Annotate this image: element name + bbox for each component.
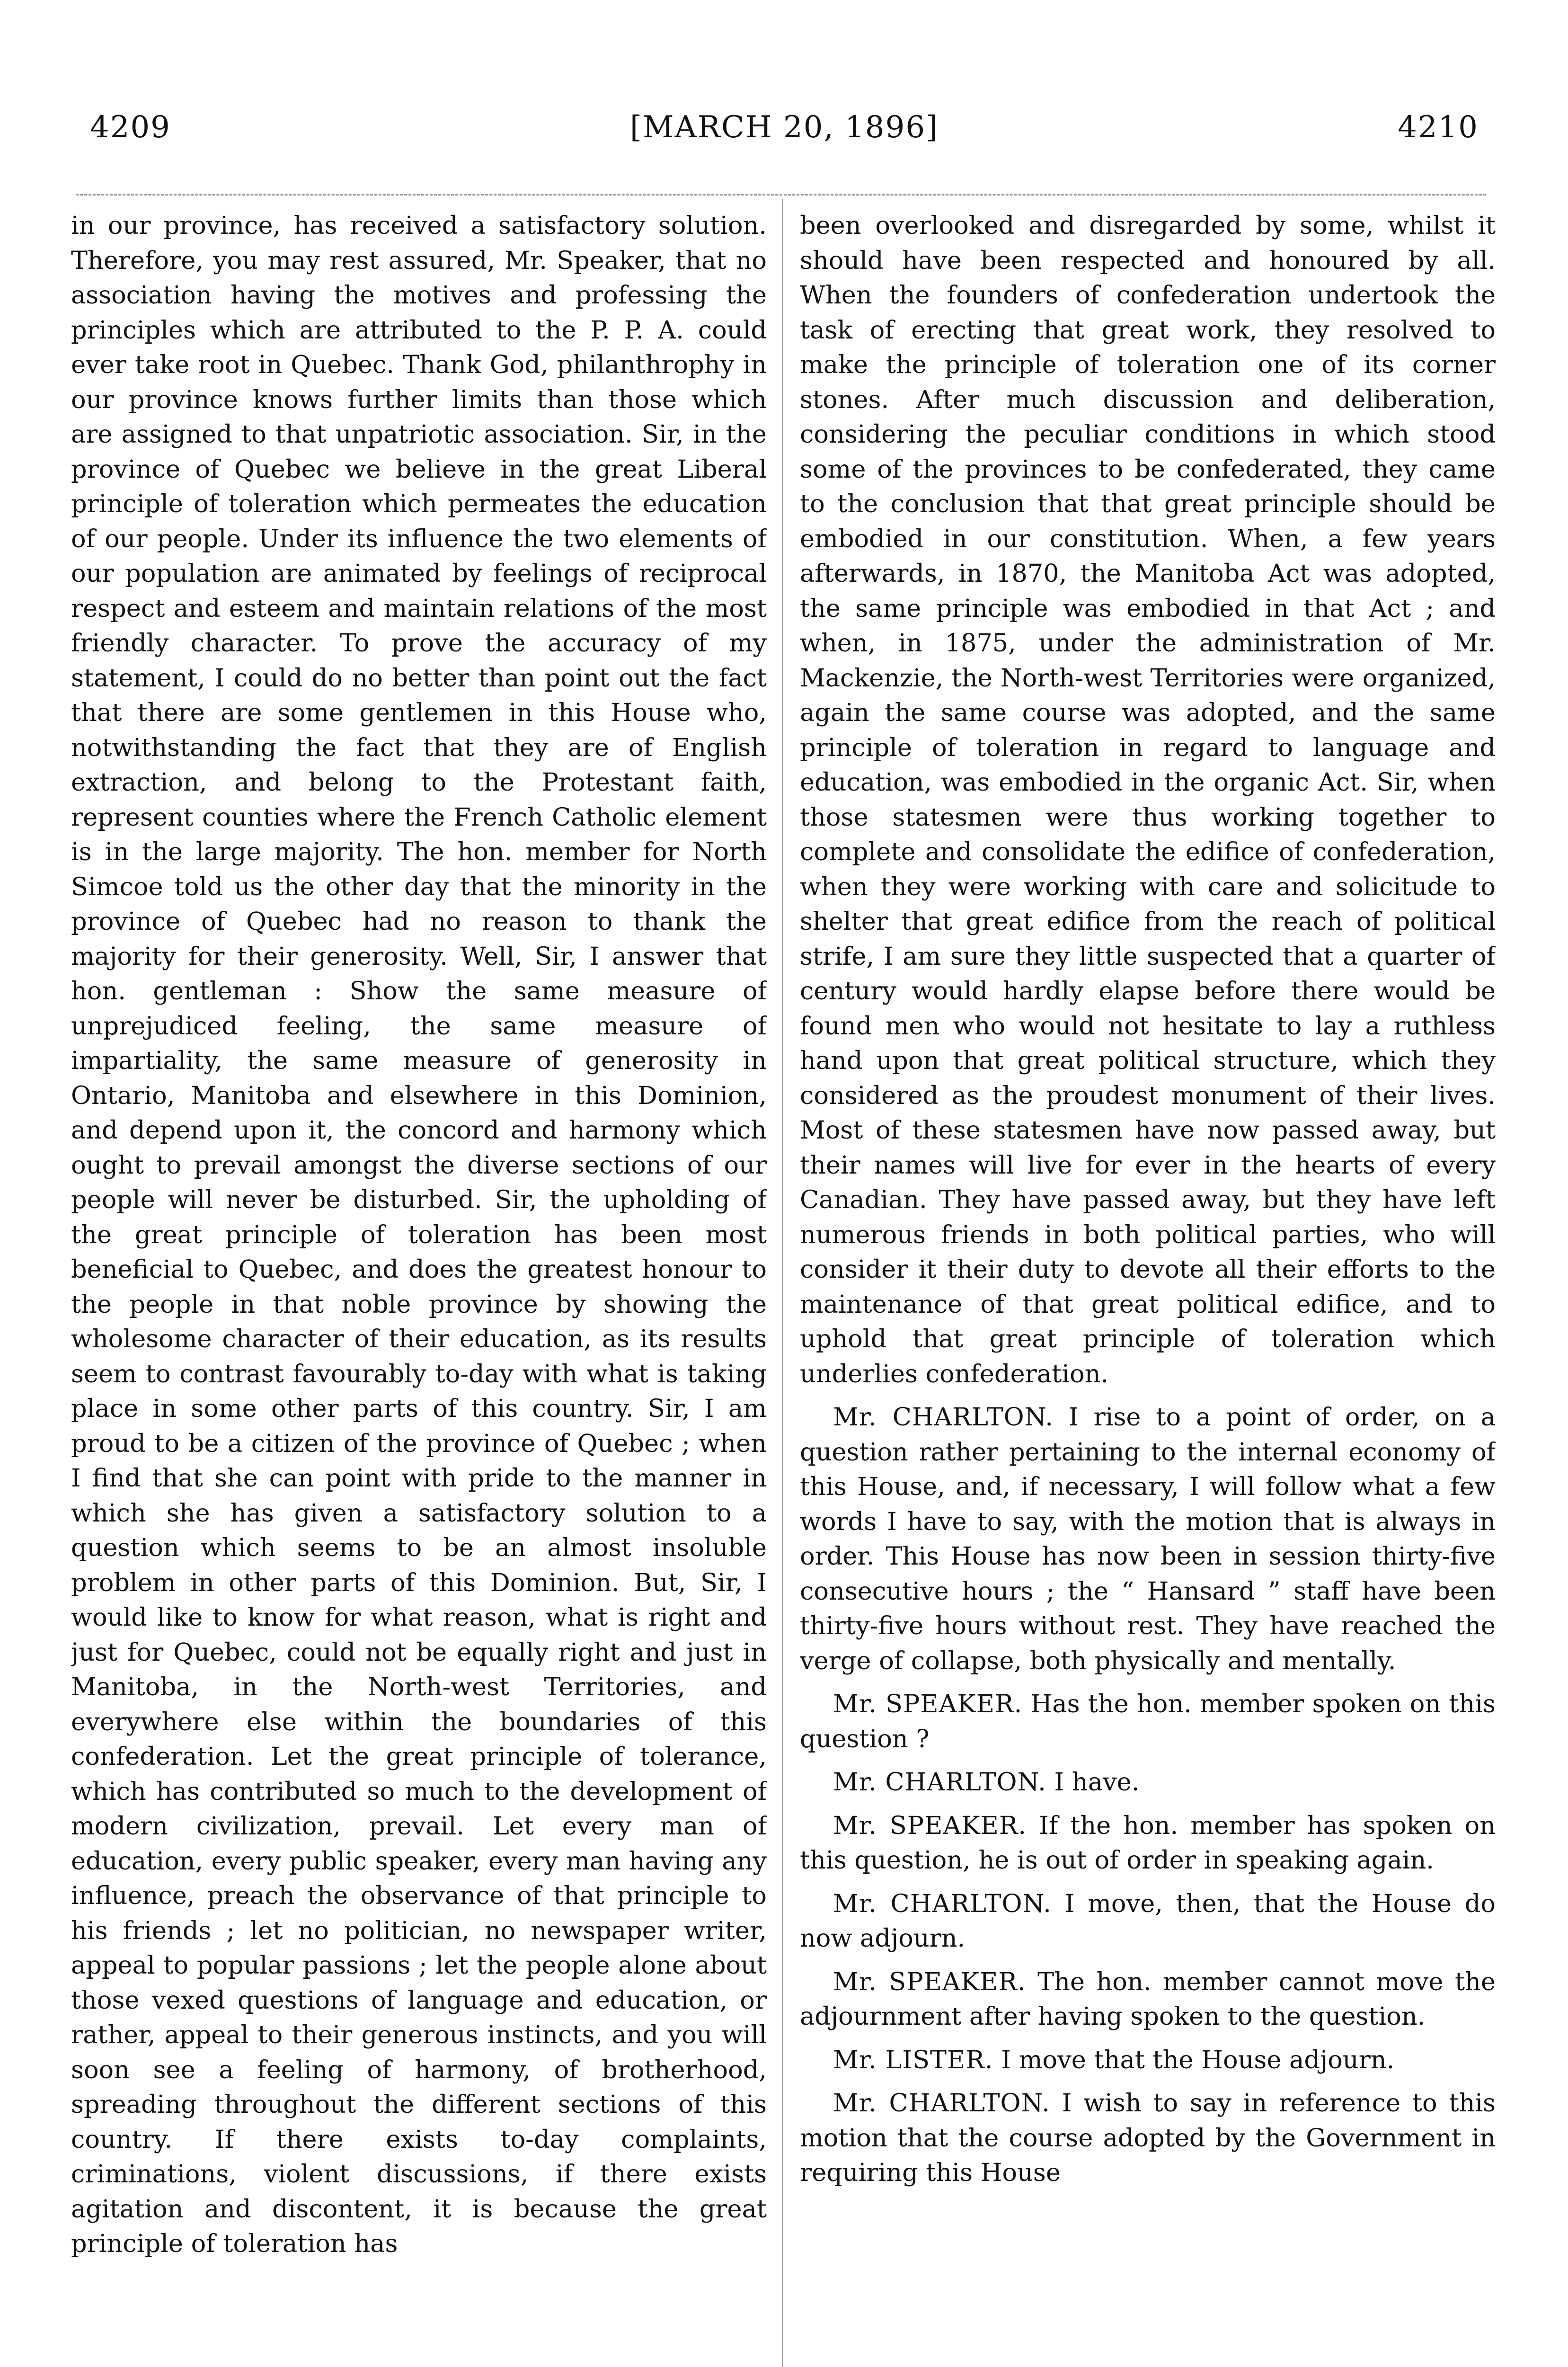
right-column <box>800 208 1496 2367</box>
speaker-name: Mr. CHARLTON. <box>833 1768 1046 1797</box>
page-number-right: 4210 <box>1398 110 1479 145</box>
speech-text: I have. <box>1054 1768 1140 1797</box>
speech-text: The hon. member cannot move the adjournment after having spoken to the question. <box>800 1967 1496 2031</box>
speech-paragraph <box>800 1687 1496 1756</box>
speech-paragraph <box>800 1400 1496 1678</box>
speech-paragraph <box>800 1886 1496 1956</box>
speaker-name: Mr. SPEAKER. <box>833 1811 1027 1840</box>
column-divider <box>782 199 783 2367</box>
speech-text: I wish to say in reference to this motion that the course adopted by the Government in requiring this House <box>800 2089 1496 2187</box>
page-header <box>90 110 1479 162</box>
speech-text: I rise to a point of order, on a question rather pertaining to the internal economy of this House, and, if necessary, I will follow what a few words I have to say, with the motion that is always in order. This House has now been in session thirty-five consecutive hours ; the “ Hansard ” staff have been thirty-five hours without rest. They have reached the verge of collapse, both physically and mentally. <box>800 1403 1496 1675</box>
speaker-name: Mr. CHARLTON. <box>833 2089 1050 2118</box>
page-date: [MARCH 20, 1896] <box>630 110 939 145</box>
paragraph: in our province, has received a satisfactory solution. Therefore, you may rest assured, Mr. Speaker, that no association having the motives and professing the principles which are attributed to the P. P. A. could ever take root in Quebec. Thank God, philanthrophy in our province knows further limits than those which are assigned to that unpatriotic association. Sir, in the province of Quebec we believe in the great Liberal principle of toleration which permeates the education of our people. Under its influence the two elements of our population are animated by feelings of reciprocal respect and esteem and maintain relations of the most friendly character. To prove the accuracy of my statement, I could do no better than point out the fact that there are some gentlemen in this House who, notwithstanding the fact that they are of English extraction, and belong to the Protestant faith, represent counties where the French Catholic element is in the large majority. The hon. member for North Simcoe told us the other day that the minority in the province of Quebec had no reason to thank the majority for their generosity. Well, Sir, I answer that hon. gentleman : Show the same measure of unprejudiced feeling, the same measure of impartiality, the same measure of generosity in Ontario, Manitoba and elsewhere in this Dominion, and depend upon it, the concord and harmony which ought to prevail amongst the diverse sections of our people will never be disturbed. Sir, the upholding of the great principle of toleration has been most beneficial to Quebec, and does the greatest honour to the people in that noble province by showing the wholesome character of their education, as its results seem to contrast favourably to-day with what is taking place in some other parts of this country. Sir, I am proud to be a citizen of the province of Quebec ; when I find that she can point with pride to the manner in which she has given a satisfactory solution to a question which seems to be an almost insoluble problem in other parts of this Dominion. But, Sir, I would like to know for what reason, what is right and just for Quebec, could not be equally right and just in Manitoba, in the North-west Territories, and everywhere else within the boundaries of this confederation. Let the great principle of tolerance, which has contributed so much to the development of modern civilization, prevail. Let every man of education, every public speaker, every man having any influence, preach the observance of that principle to his friends ; let no politician, no newspaper writer, appeal to popular passions ; let the people alone about those vexed questions of language and education, or rather, appeal to their generous instincts, and you will soon see a feeling of harmony, of brotherhood, spreading throughout the different sections of this country. If there exists to-day complaints, criminations, violent discussions, if there exists agitation and discontent, it is because the great principle of toleration has <box>71 211 767 2258</box>
paragraph: been overlooked and disregarded by some, whilst it should have been respected and honoured by all. When the founders of confederation undertook the task of erecting that great work, they resolved to make the principle of toleration one of its corner stones. After much discussion and deliberation, considering the peculiar conditions in which stood some of the provinces to be confederated, they came to the conclusion that that great principle should be embodied in our constitution. When, a few years afterwards, in 1870, the Manitoba Act was adopted, the same principle was embodied in that Act ; and when, in 1875, under the administration of Mr. Mackenzie, the North-west Territories were organized, again the same course was adopted, and the same principle of toleration in regard to language and education, was embodied in the organic Act. Sir, when those statesmen were thus working together to complete and consolidate the edifice of confederation, when they were working with care and solicitude to shelter that great edifice from the reach of political strife, I am sure they little suspected that a quarter of century would hardly elapse before there would be found men who would not hesitate to lay a ruthless hand upon that great political structure, which they considered as the proudest monument of their lives. Most of these statesmen have now passed away, but their names will live for ever in the hearts of every Canadian. They have passed away, but they have left numerous friends in both political parties, who will consider it their duty to devote all their efforts to the maintenance of that great political edifice, and to uphold that great principle of toleration which underlies confederation. <box>800 211 1496 1388</box>
left-column <box>71 208 767 2367</box>
speech-text: I move, then, that the House do now adjourn. <box>800 1889 1496 1953</box>
speech-text: If the hon. member has spoken on this question, he is out of order in speaking again. <box>800 1811 1496 1875</box>
speaker-name: Mr. LISTER. <box>833 2045 993 2074</box>
speech-paragraph <box>800 2086 1496 2190</box>
speaker-name: Mr. CHARLTON. <box>833 1403 1054 1432</box>
speech-paragraph <box>800 1965 1496 2034</box>
page-number-left: 4209 <box>90 110 171 145</box>
speaker-name: Mr. SPEAKER. <box>833 1690 1023 1718</box>
speech-text: Has the hon. member spoken on this question ? <box>800 1690 1496 1753</box>
speech-paragraph <box>800 1765 1496 1800</box>
speech-text: I move that the House adjourn. <box>1001 2045 1395 2074</box>
header-rule <box>76 194 1486 196</box>
speaker-name: Mr. CHARLTON. <box>833 1889 1052 1918</box>
speech-paragraph <box>800 2043 1496 2078</box>
speaker-name: Mr. SPEAKER. <box>833 1967 1026 1996</box>
speech-paragraph <box>800 1808 1496 1878</box>
